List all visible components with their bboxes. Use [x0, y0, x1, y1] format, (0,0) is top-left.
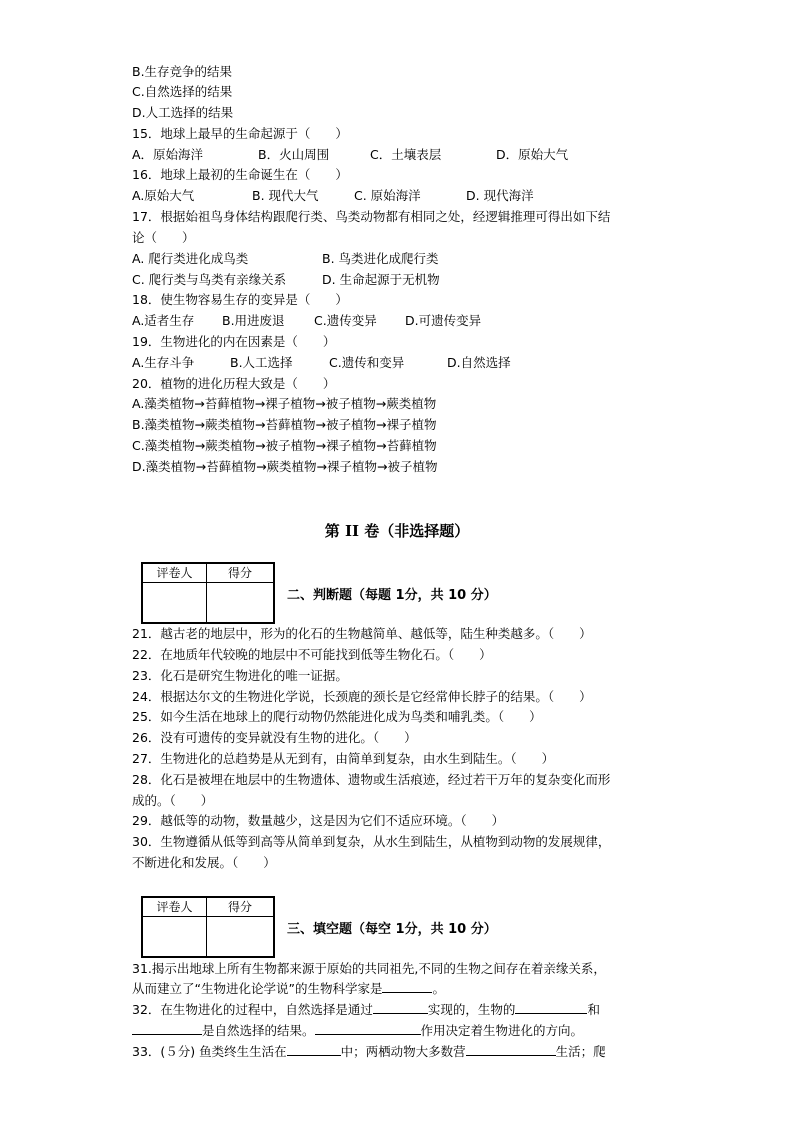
q33-blank-1[interactable]	[287, 1043, 341, 1056]
q19-stem: 19．生物进化的内在因素是（ ）	[132, 334, 336, 349]
q19-option-b: B.人工选择	[230, 355, 293, 370]
q31-text: 从而建立了“生物进化论学说”的生物科学家是	[132, 981, 383, 996]
q32-line2	[132, 1022, 583, 1039]
q18-options	[132, 312, 481, 329]
grader-score-label: 得分	[227, 566, 252, 580]
q30-line1: 30．生物遵循从低等到高等从简单到复杂，从水生到陆生，从植物到动物的发展规律，	[132, 834, 611, 849]
q22: 22．在地质年代较晚的地层中不可能找到低等生物化石。（ ）	[132, 647, 492, 662]
q15-option-d: D．原始大气	[496, 147, 569, 162]
grader-table-part3	[141, 896, 275, 958]
q17-stem-line1: 17．根据始祖鸟身体结构跟爬行类、鸟类动物都有相同之处，经逻辑推理可得出如下结	[132, 209, 611, 224]
q30-line2: 不断进化和发展。（ ）	[132, 855, 276, 870]
q18-option-b: B.用进废退	[222, 313, 285, 328]
q32-line1	[132, 1001, 600, 1018]
q33-text-a: 33．(５分) 鱼类终生生活在	[132, 1044, 287, 1059]
q23: 23．化石是研究生物进化的唯一证据。	[132, 668, 348, 683]
part3-title: 三、填空题（每空 1分，共 10 分）	[287, 922, 497, 937]
q32-text-c: 和	[587, 1002, 600, 1017]
q32-blank-3[interactable]	[132, 1022, 202, 1035]
q14-option-b: B.生存竞争的结果	[132, 64, 233, 79]
q25: 25．如今生活在地球上的爬行动物仍然能进化成为鸟类和哺乳类。（ ）	[132, 709, 542, 724]
q15-options	[132, 146, 568, 163]
q31-line1: 31.揭示出地球上所有生物都来源于原始的共同祖先,不同的生物之间存在着亲缘关系，	[132, 961, 606, 976]
q20-option-d: D.藻类植物→苔藓植物→蕨类植物→裸子植物→被子植物	[132, 459, 438, 474]
q20-option-c: C.藻类植物→蕨类植物→被子植物→裸子植物→苔藓植物	[132, 438, 437, 453]
q33-line1	[132, 1043, 606, 1060]
q19-options	[132, 354, 511, 371]
part2-title: 二、判断题（每题 1分，共 10 分）	[287, 588, 497, 603]
q27: 27．生物进化的总趋势是从无到有，由简单到复杂，由水生到陆生。（ ）	[132, 751, 555, 766]
q29: 29．越低等的动物，数量越少，这是因为它们不适应环境。（ ）	[132, 813, 505, 828]
q33-text-b: 中；两栖动物大多数营	[340, 1044, 466, 1059]
q15-option-b: B．火山周围	[258, 147, 330, 162]
q16-option-b: B. 现代大气	[252, 188, 319, 203]
q14-option-d: D.人工选择的结果	[132, 105, 234, 120]
q15-stem: 15．地球上最早的生命起源于（ ）	[132, 126, 348, 141]
q19-option-d: D.自然选择	[447, 355, 511, 370]
q16-option-a: A.原始大气	[132, 188, 195, 203]
volume-title: 第 II 卷（非选择题）	[324, 522, 470, 540]
q20-option-a: A.藻类植物→苔藓植物→裸子植物→被子植物→蕨类植物	[132, 396, 437, 411]
q16-options	[132, 187, 534, 204]
grader-score-label: 得分	[227, 900, 252, 914]
q32-blank-1[interactable]	[373, 1001, 428, 1014]
grader-reviewer-label: 评卷人	[156, 900, 193, 914]
grader-table-part2	[141, 562, 275, 624]
q32-text-a: 32．在生物进化的过程中，自然选择是通过	[132, 1002, 373, 1017]
q18-option-d: D.可遗传变异	[405, 313, 482, 328]
q32-text-b: 实现的，生物的	[427, 1002, 516, 1017]
q32-text-d: 是自然选择的结果。	[202, 1023, 315, 1038]
q15-option-c: C．土壤表层	[370, 147, 442, 162]
q14-option-c: C.自然选择的结果	[132, 84, 233, 99]
q16-stem: 16．地球上最初的生命诞生在（ ）	[132, 167, 348, 182]
q26: 26．没有可遗传的变异就没有生物的进化。（ ）	[132, 730, 417, 745]
q18-option-a: A.适者生存	[132, 313, 195, 328]
grader-reviewer-label: 评卷人	[156, 566, 193, 580]
q31-answer-blank[interactable]	[382, 980, 432, 993]
q32-text-e: 作用决定着生物进化的方向。	[420, 1023, 584, 1038]
q20-option-b: B.藻类植物→蕨类植物→苔藓植物→被子植物→裸子植物	[132, 417, 437, 432]
q33-blank-2[interactable]	[466, 1043, 556, 1056]
q17-option-b: B. 鸟类进化成爬行类	[322, 251, 439, 266]
q28-line1: 28．化石是被埋在地层中的生物遗体、遗物或生活痕迹，经过若干万年的复杂变化而形	[132, 772, 611, 787]
q32-blank-2[interactable]	[515, 1001, 587, 1014]
q18-stem: 18．使生物容易生存的变异是（ ）	[132, 292, 348, 307]
q16-option-d: D. 现代海洋	[466, 188, 534, 203]
q18-option-c: C.遗传变异	[314, 313, 377, 328]
q17-option-a: A. 爬行类进化成鸟类	[132, 251, 249, 266]
q28-line2: 成的。（ ）	[132, 793, 214, 808]
q16-option-c: C. 原始海洋	[354, 188, 421, 203]
q19-option-a: A.生存斗争	[132, 355, 195, 370]
q17-options-row1	[132, 250, 439, 267]
q17-stem-line2: 论（ ）	[132, 230, 195, 245]
q31-line2	[132, 980, 445, 997]
q24: 24．根据达尔文的生物进化学说，长颈鹿的颈长是它经常伸长脖子的结果。（ ）	[132, 689, 592, 704]
q17-option-c: C. 爬行类与鸟类有亲缘关系	[132, 272, 287, 287]
q19-option-c: C.遗传和变异	[329, 355, 405, 370]
q15-option-a: A．原始海洋	[132, 147, 204, 162]
q17-options-row2	[132, 271, 440, 288]
q21: 21．越古老的地层中，形为的化石的生物越简单、越低等，陆生种类越多。（ ）	[132, 626, 592, 641]
q31-end: 。	[432, 981, 445, 996]
q20-stem: 20．植物的进化历程大致是（ ）	[132, 376, 336, 391]
q32-blank-4[interactable]	[315, 1022, 421, 1035]
q33-text-c: 生活；爬	[555, 1044, 606, 1059]
q17-option-d: D. 生命起源于无机物	[322, 272, 440, 287]
